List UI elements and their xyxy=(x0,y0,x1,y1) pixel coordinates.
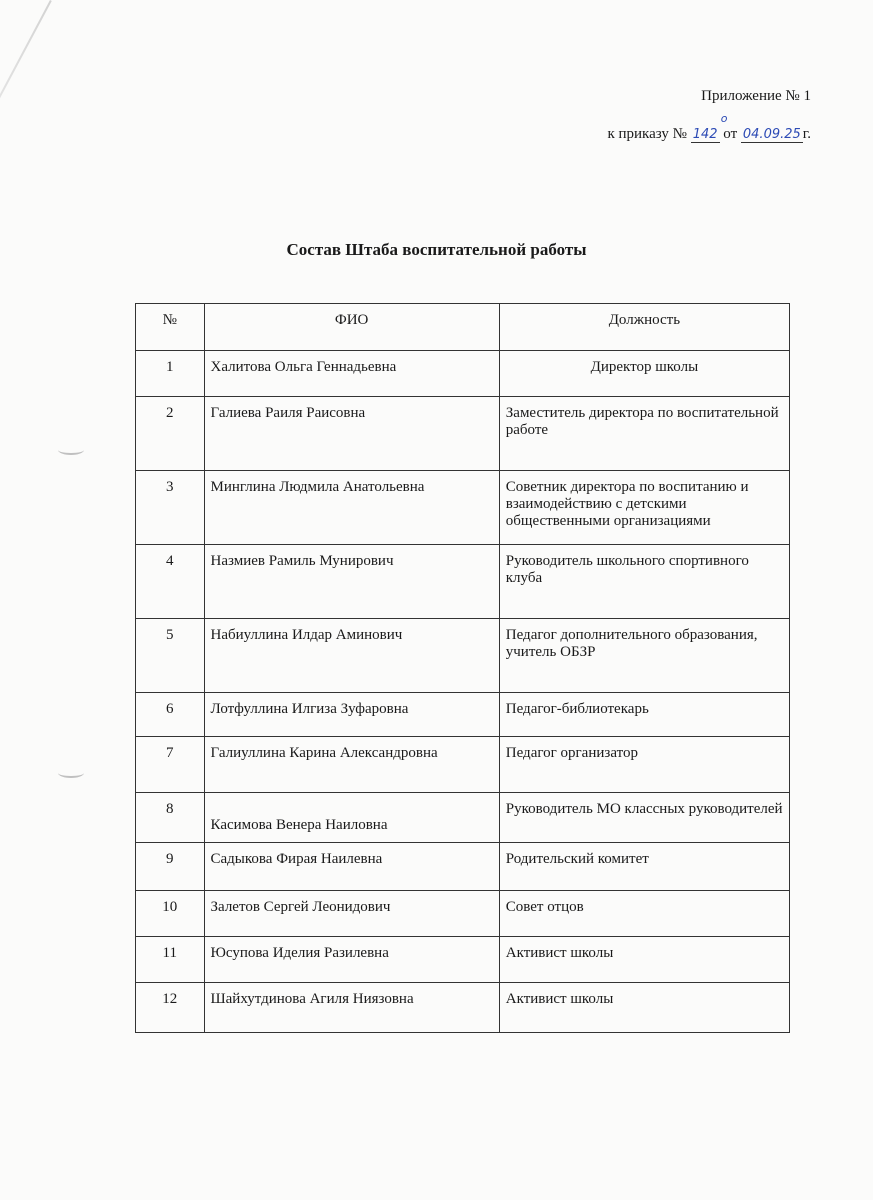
punch-hole-mark xyxy=(58,445,84,455)
row-name: Залетов Сергей Леонидович xyxy=(204,891,499,937)
row-number: 12 xyxy=(136,983,205,1033)
row-position: Совет отцов xyxy=(499,891,789,937)
table-row xyxy=(136,891,790,937)
row-number: 5 xyxy=(136,619,205,693)
column-header-position: Должность xyxy=(499,304,789,351)
table-row xyxy=(136,793,790,843)
row-name: Набиуллина Илдар Аминович xyxy=(204,619,499,693)
appendix-label: Приложение № 1 xyxy=(701,88,811,104)
row-position: Активист школы xyxy=(499,937,789,983)
scan-artifact xyxy=(0,0,52,133)
row-position: Руководитель школьного спортивного клуба xyxy=(499,545,789,619)
row-number: 3 xyxy=(136,471,205,545)
order-prefix: к приказу № xyxy=(607,126,687,142)
row-position: Руководитель МО классных руководителей xyxy=(499,793,789,843)
row-position: Педагог организатор xyxy=(499,737,789,793)
row-number: 2 xyxy=(136,397,205,471)
row-name: Шайхутдинова Агиля Ниязовна xyxy=(204,983,499,1033)
row-number: 9 xyxy=(136,843,205,891)
table-row xyxy=(136,843,790,891)
row-name: Юсупова Иделия Разилевна xyxy=(204,937,499,983)
column-header-name: ФИО xyxy=(204,304,499,351)
punch-hole-mark xyxy=(58,768,84,778)
row-number: 8 xyxy=(136,793,205,843)
order-date: 04.09.25 xyxy=(742,127,801,142)
table-row xyxy=(136,693,790,737)
table-row xyxy=(136,737,790,793)
row-position: Педагог дополнительного образования, учитель ОБЗР xyxy=(499,619,789,693)
order-suffix: г. xyxy=(802,126,811,142)
row-name: Минглина Людмила Анатольевна xyxy=(204,471,499,545)
row-number: 7 xyxy=(136,737,205,793)
order-reference xyxy=(607,112,811,143)
document-title: Состав Штаба воспитательной работы xyxy=(286,240,587,259)
table-row xyxy=(136,937,790,983)
table-row xyxy=(136,619,790,693)
row-name: Халитова Ольга Геннадьевна xyxy=(204,351,499,397)
table-row xyxy=(136,471,790,545)
table-row xyxy=(136,983,790,1033)
row-number: 6 xyxy=(136,693,205,737)
row-position: Директор школы xyxy=(499,351,789,397)
row-position: Родительский комитет xyxy=(499,843,789,891)
row-name: Касимова Венера Наиловна xyxy=(204,793,499,843)
table-header-row xyxy=(136,304,790,351)
column-header-number: № xyxy=(136,304,205,351)
row-number: 11 xyxy=(136,937,205,983)
row-number: 10 xyxy=(136,891,205,937)
row-name: Садыкова Фирая Наилевна xyxy=(204,843,499,891)
row-name: Галиева Раиля Раисовна xyxy=(204,397,499,471)
row-position: Заместитель директора по воспитательной работе xyxy=(499,397,789,471)
row-name: Галиуллина Карина Александровна xyxy=(204,737,499,793)
row-number: 1 xyxy=(136,351,205,397)
row-number: 4 xyxy=(136,545,205,619)
row-name: Лотфуллина Илгиза Зуфаровна xyxy=(204,693,499,737)
order-number: 142 xyxy=(692,127,718,142)
staff-table xyxy=(135,303,790,1033)
row-name: Назмиев Рамиль Мунирович xyxy=(204,545,499,619)
order-number-mark: о xyxy=(720,112,728,125)
table-row xyxy=(136,545,790,619)
order-from: от xyxy=(723,126,738,142)
table-row xyxy=(136,351,790,397)
table-row xyxy=(136,397,790,471)
row-position: Активист школы xyxy=(499,983,789,1033)
row-position: Советник директора по воспитанию и взаимодействию с детскими общественными организациями xyxy=(499,471,789,545)
row-position: Педагог-библиотекарь xyxy=(499,693,789,737)
